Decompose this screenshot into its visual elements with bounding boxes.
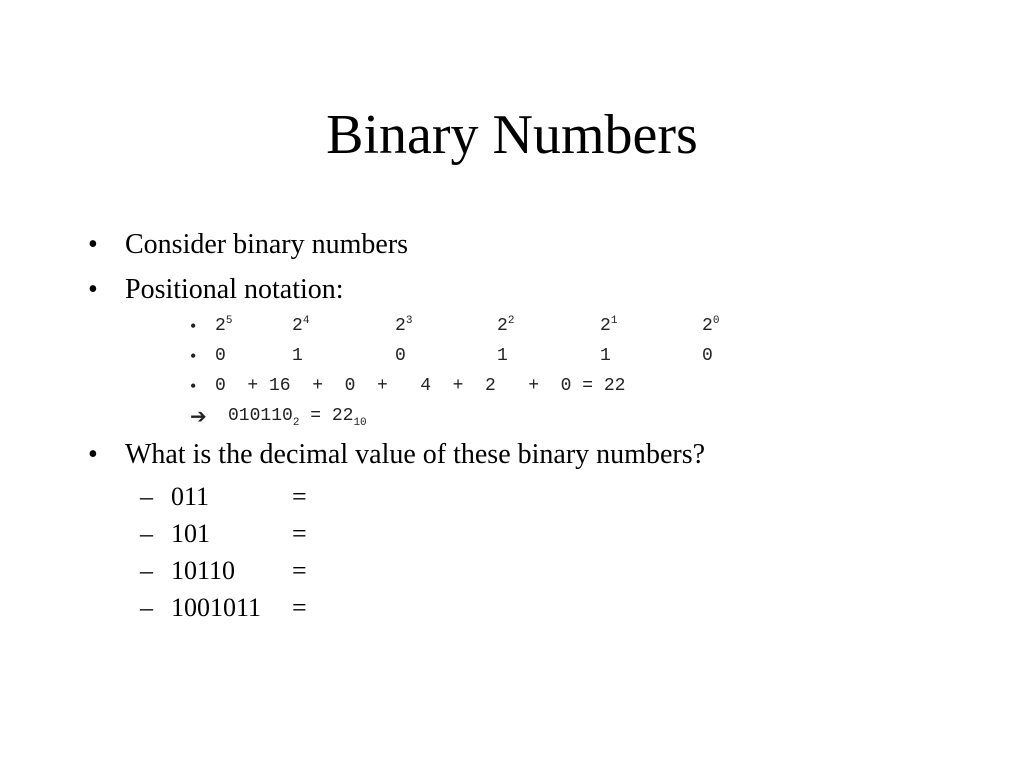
equals-sign: = [292,556,307,585]
bullet-icon: • [88,439,98,470]
bullet-text: What is the decimal value of these binary numbers? [125,439,706,470]
bullet-text: Positional notation: [125,274,344,305]
dash-icon: – [140,556,153,585]
bullet-icon: • [190,346,197,366]
digit: 1 [497,346,508,366]
power-term: $2^0$ [702,315,720,336]
bullet-text: Consider binary numbers [125,229,409,260]
power-term: $2^5$ [215,315,233,336]
binary-value: 1001011 [171,593,262,622]
digit: 0 [395,346,406,366]
conversion-expression: $010110_2 = 22_{10}$ [228,406,367,429]
binary-value: 101 [171,519,210,548]
equals-sign: = [292,593,307,622]
equals-sign: = [292,482,307,511]
bullet-icon: • [190,316,197,336]
conversion-row [190,403,810,429]
dash-icon: – [140,519,153,548]
dash-icon: – [140,593,153,622]
slide-title: Binary Numbers [326,104,698,166]
digit: 0 [702,346,713,366]
bullet-icon: • [88,274,98,305]
digit: 1 [600,346,611,366]
powers-row [190,313,810,339]
power-term: $2^2$ [497,315,515,336]
binary-value: 10110 [171,556,236,585]
bullet-icon: • [190,376,197,396]
arrow-right-icon: ➔ [190,404,207,428]
power-term: $2^4$ [292,315,310,336]
digits-row [190,343,810,369]
sum-expression: 0 + 16 + 0 + 4 + 2 + 0 = 22 [215,376,626,396]
dash-icon: – [140,482,153,511]
sum-row [190,373,810,399]
power-term: $2^3$ [395,315,413,336]
binary-value: 011 [171,482,210,511]
bullet-icon: • [88,229,98,260]
power-term: $2^1$ [600,315,618,336]
digit: 0 [215,346,226,366]
digit: 1 [292,346,303,366]
equals-sign: = [292,519,307,548]
